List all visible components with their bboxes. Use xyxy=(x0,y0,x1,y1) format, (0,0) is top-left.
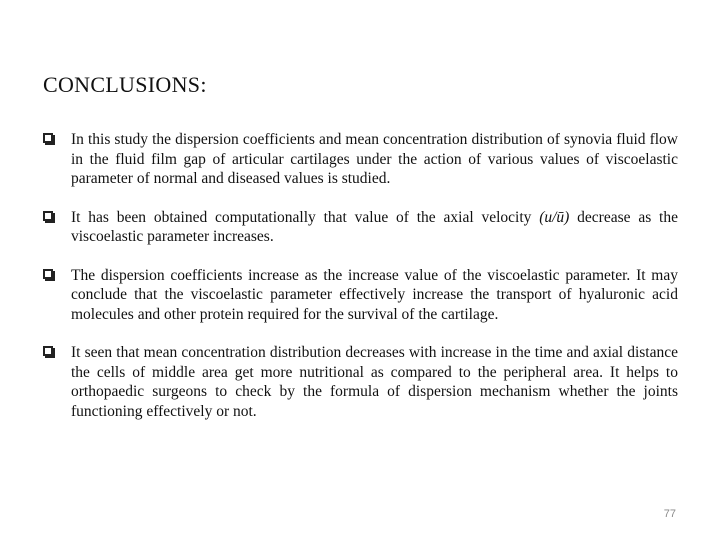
axial-velocity-formula: (u/ū) xyxy=(539,208,570,226)
bullet-text xyxy=(71,208,678,247)
square-bullet-icon xyxy=(43,269,53,279)
list-item xyxy=(43,266,678,325)
bullet-text: The dispersion coefficients increase as the increase value of the viscoelastic parameter. It may conclude that the viscoelastic parameter effectively increase the transport of hyaluronic acid molecules and other protein required for the survival of the cartilage. xyxy=(71,266,678,323)
list-item xyxy=(43,130,678,189)
page-number: 77 xyxy=(663,508,676,520)
bullet-text-after-formula: decrease as the viscoelastic parameter increases. xyxy=(71,208,678,245)
square-bullet-icon xyxy=(43,133,53,143)
page-title: CONCLUSIONS: xyxy=(43,72,207,97)
square-bullet-icon xyxy=(43,346,53,356)
conclusions-list xyxy=(43,130,678,421)
list-item xyxy=(43,208,678,247)
bullet-text: It seen that mean concentration distribution decreases with increase in the time and axial distance the cells of middle area get more nutritional as compared to the peripheral area. It helps to orthopaedic surgeons to check by the formula of dispersion mechanism whether the joints functioning effectively or not. xyxy=(71,344,678,420)
list-item xyxy=(43,343,678,421)
bullet-text: In this study the dispersion coefficients and mean concentration distribution of synovia fluid flow in the fluid film gap of articular cartilages under the action of various values of viscoelastic parameter of normal and diseased values is studied. xyxy=(71,131,678,187)
bullet-text-before-formula: It has been obtained computationally that value of the axial velocity xyxy=(71,208,540,226)
square-bullet-icon xyxy=(43,211,53,221)
